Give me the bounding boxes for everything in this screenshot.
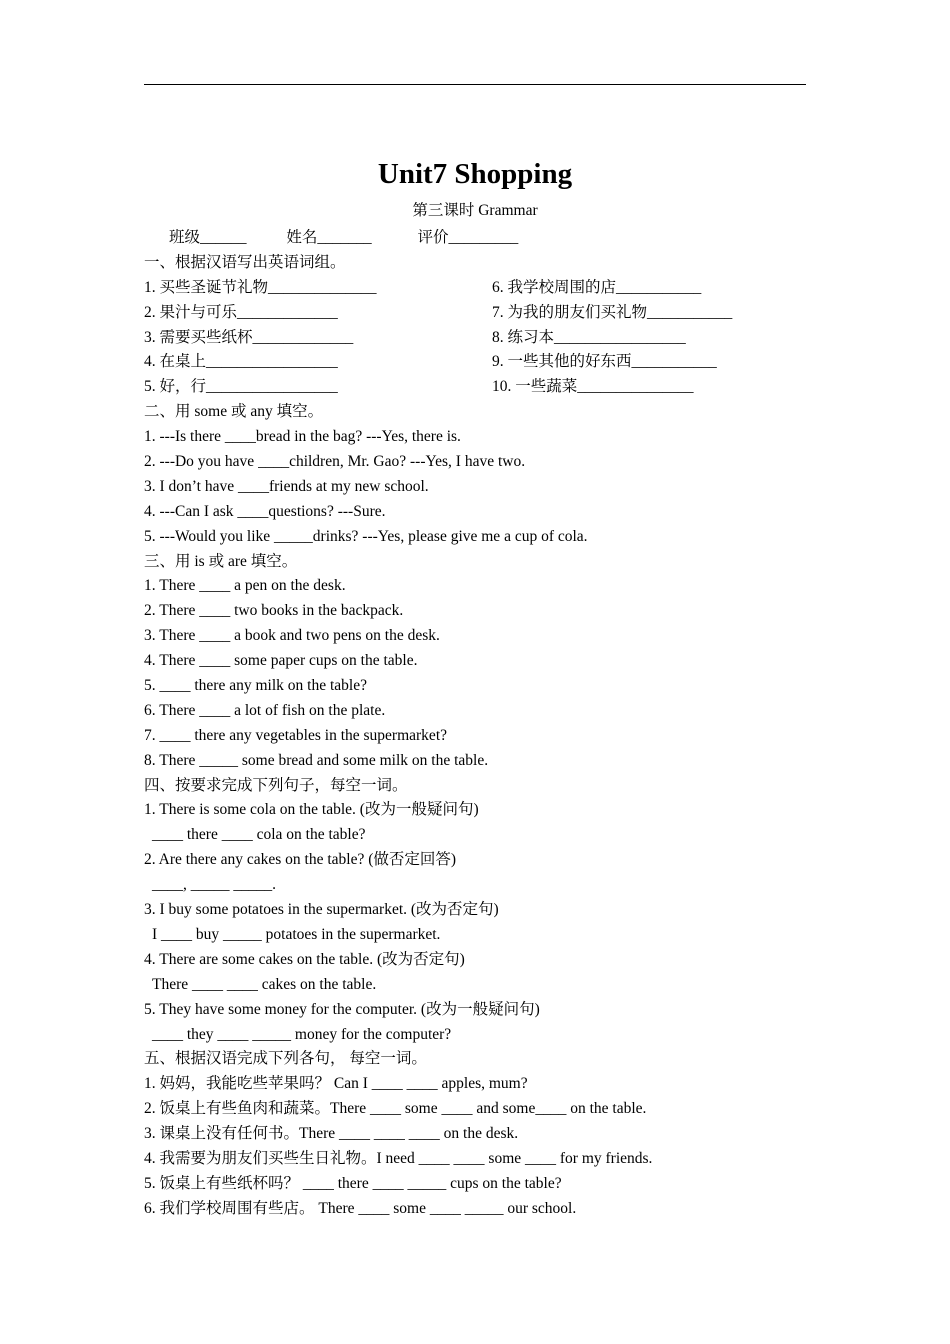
exercise-line: 4. 我需要为朋友们买些生日礼物。I need ____ ____ some ____ for my friends.: [144, 1149, 653, 1167]
vocab-item: 6. 我学校周围的店___________: [492, 278, 702, 296]
vocab-item: 7. 为我的朋友们买礼物___________: [492, 303, 733, 321]
exercise-line: 1. 妈妈，我能吃些苹果吗？ Can I ____ ____ apples, mum?: [144, 1075, 528, 1093]
exercise-question: 3. I buy some potatoes in the supermarket. (改为否定句): [144, 901, 499, 919]
evaluation-field: 评价_________: [417, 229, 519, 246]
exercise-line: 3. 课桌上没有任何书。There ____ ____ ____ on the desk.: [144, 1125, 519, 1143]
section-3-heading: 三、用 is 或 are 填空。: [144, 552, 298, 570]
exercise-line: 1. ---Is there ____bread in the bag? ---Yes, there is.: [144, 428, 461, 446]
exercise-question: 4. There are some cakes on the table. (改为否定句): [144, 950, 465, 968]
name-field: 姓名_______: [286, 229, 372, 246]
header-rule: [144, 84, 806, 85]
page-title: Unit7 Shopping: [377, 158, 573, 190]
vocab-row: [144, 326, 824, 351]
exercise-answer-line: I ____ buy _____ potatoes in the supermarket.: [152, 925, 441, 943]
class-field: 班级______: [169, 229, 247, 246]
section-4-heading: 四、按要求完成下列句子，每空一词。: [144, 776, 408, 794]
section-1-heading: 一、根据汉语写出英语词组。: [144, 253, 346, 271]
page-subtitle: 第三课时 Grammar: [412, 202, 538, 219]
exercise-line: 1. There ____ a pen on the desk.: [144, 577, 346, 595]
exercise-line: 5. 饭桌上有些纸杯吗？ ____ there ____ _____ cups on the table?: [144, 1174, 562, 1192]
exercise-line: 7. ____ there any vegetables in the supermarket?: [144, 726, 447, 744]
vocab-item: 10. 一些蔬菜_______________: [492, 378, 694, 396]
exercise-line: 5. ____ there any milk on the table?: [144, 677, 367, 695]
exercise-question: 2. Are there any cakes on the table? (做否定回答): [144, 851, 457, 869]
vocab-row: [144, 276, 824, 301]
vocab-item: 9. 一些其他的好东西___________: [492, 353, 717, 371]
student-info-line: [144, 226, 824, 251]
exercise-line: 6. There ____ a lot of fish on the plate.: [144, 701, 386, 719]
exercise-line: 2. There ____ two books in the backpack.: [144, 602, 404, 620]
exercise-line: 6. 我们学校周围有些店。 There ____ some ____ _____ our school.: [144, 1199, 577, 1217]
exercise-line: 5. ---Would you like _____drinks? ---Yes, please give me a cup of cola.: [144, 527, 588, 545]
exercise-answer-line: There ____ ____ cakes on the table.: [152, 975, 377, 993]
exercise-answer-line: ____ there ____ cola on the table?: [152, 826, 366, 844]
worksheet-content: [144, 226, 824, 1222]
exercise-answer-line: ____ they ____ _____ money for the computer?: [152, 1025, 452, 1043]
exercise-line: 3. I don’t have ____friends at my new school.: [144, 477, 429, 495]
section-2-heading: 二、用 some 或 any 填空。: [144, 403, 324, 421]
vocab-row: [144, 375, 824, 400]
exercise-line: 8. There _____ some bread and some milk on the table.: [144, 751, 489, 769]
vocab-row: [144, 350, 824, 375]
exercise-answer-line: ____, _____ _____.: [152, 876, 276, 894]
exercise-line: 2. 饭桌上有些鱼肉和蔬菜。There ____ some ____ and some____ on the table.: [144, 1100, 647, 1118]
exercise-line: 3. There ____ a book and two pens on the desk.: [144, 627, 440, 645]
vocab-row: [144, 301, 824, 326]
vocab-item: 2. 果汁与可乐_____________: [144, 303, 338, 321]
section-5-heading: 五、根据汉语完成下列各句， 每空一词。: [144, 1050, 427, 1068]
exercise-question: 5. They have some money for the computer. (改为一般疑问句): [144, 1000, 540, 1018]
exercise-line: 4. ---Can I ask ____questions? ---Sure.: [144, 502, 386, 520]
vocab-item: 3. 需要买些纸杯_____________: [144, 328, 354, 346]
vocab-item: 4. 在桌上_________________: [144, 353, 338, 371]
vocab-item: 1. 买些圣诞节礼物______________: [144, 278, 377, 296]
vocab-item: 8. 练习本_________________: [492, 328, 686, 346]
exercise-line: 2. ---Do you have ____children, Mr. Gao? ---Yes, I have two.: [144, 453, 526, 471]
exercise-line: 4. There ____ some paper cups on the table.: [144, 652, 418, 670]
vocab-item: 5. 好，行_________________: [144, 378, 338, 396]
exercise-question: 1. There is some cola on the table. (改为一般疑问句): [144, 801, 479, 819]
